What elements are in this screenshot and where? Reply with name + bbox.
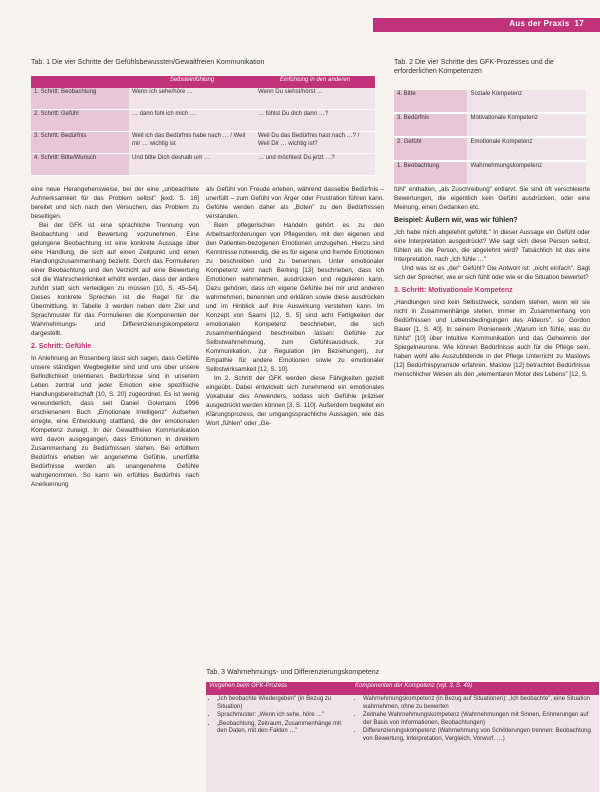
column-1 [31, 185, 199, 489]
table-cell: Weil ich das Bedürfnis habe nach … / Weil mir … wichtig ist [129, 132, 255, 154]
table1-header-cell [31, 76, 129, 88]
paragraph: fühl" enthalten, „als Zuschreibung" entlarvt. Sie sind oft verschleierte Bewertungen, die eigentlich kein Gefühl ausdrücken, oder eine Meinung, einen Gedanken etc. [394, 186, 590, 211]
table-cell: Weil Du das Bedürfnis hast nach …? / Weil Dir … wichtig ist? [255, 132, 375, 154]
table-cell [352, 695, 599, 792]
table-row [31, 132, 375, 154]
table1 [31, 76, 375, 176]
table-row [394, 137, 586, 161]
table2 [394, 90, 586, 186]
table-row [394, 113, 586, 137]
table-cell: 4. Bitte [394, 90, 467, 113]
paragraph: Und was ist es „der" Gefühl? Die Antwort ist: „nicht einfach". Sagt sich der Sprecher, wie er sich fühlt oder wie er die Situation bewertet? [394, 265, 590, 281]
table2-caption: Tab. 2 Die vier Schritte des GFK-Prozesses und die erforderlichen Kompetenzen [394, 59, 554, 75]
table-cell: … fühlst Du dich dann …? [255, 110, 375, 132]
table-row [394, 90, 586, 113]
paragraph: In Anlehnung an Rosenberg lässt sich sagen, dass Gefühle unsere ständigen Wegbegleiter sind und uns über unsere Befindlichkeit orientieren. Bedürfnisse sind in unserem Leben zentral und jeder Emotion eine spezifische Handlungsbereitschaft [10, S. 20] zugeordnet. Es ist wenig verwunderlich, dass seit Daniel Golemans 1996 erschienenem Buch „Emotionale Intelligenz" Aufsehen erregte, eine Entwicklung stattfand, die der emotionalen Kompetenz zuneigt. In der Gewaltfreien Kommunikation wird davon ausgegangen, dass Emotionen in direktem Zusammenhang zu Bedürfnissen stehen. Bei erfülltem Bedürfnis erleben wir angenehme Gefühle, unerfüllte Bedürfnisse werden als unangenehme Gefühle wahrgenommen. So kann ein erfülltes Bedürfnis nach Anerkennung [31, 355, 199, 488]
list-item: • „Beobachtung, Zeitraum, Zusammenhänge mit den Daten, mit den Fakten …" [217, 721, 349, 736]
table3-caption: Tab. 3 Wahrnehmungs- und Differenzierungskompetenz [206, 669, 380, 676]
paragraph: als Gefühl von Freude erleben, während dasselbe Bedürfnis – unerfüllt – zum Gefühl von Ärger oder Frustration führen kann. Gefühle werden daher als „Boten" zu den Bedürfnissen verstanden. [206, 186, 384, 220]
table-row [31, 88, 375, 110]
table-cell: … und möchtest Du jetzt …? [255, 154, 375, 176]
table-cell: Soziale Kompetenz [467, 90, 586, 113]
table-row [206, 695, 599, 792]
table-cell: 1. Schritt: Beobachtung [31, 88, 129, 110]
table1-caption: Tab. 1 Die vier Schritte der Gefühlsbewussten/Gewaltfreien Kommunikation [31, 59, 265, 66]
header-band [373, 18, 600, 32]
table1-header-cell: Einfühlung in den anderen [255, 76, 375, 88]
table3 [206, 682, 599, 792]
table3-header-cell: Komponenten der Kompetenz (vgl. 3, S. 49) [352, 682, 599, 695]
paragraph: „Handlungen sind kein Selbstzweck, sondern stehen, wenn wir sie nicht in Zusammenhänge stellen, immer im Zusammenhang von Bedürfnissen und Lebensbedingungen des Akteurs", so Gordon Bauer [1, S. 40]. In seinem Pionierwerk „Warum ich fühle, was du fühlst" [10] über Intuitive Kommunikation und das Geheimnis der Spiegelneurone. Wie können Bedürfnisse auch für die Pflege sein, haben wohl alle Auszubildende in der Pflege Unterricht zu Maslows [12] Bedürfnispyramide erfahren. Maslow [12] betrachtet Bedürfnisse menschlicher Wesen als den „elementaren Motor des Lebens" [12, S. [394, 299, 590, 378]
paragraph: Im 2. Schritt der GFK werden diese Fähigkeiten gezielt eingeübt. Dabei entwickelt sich zunehmend ein emotionales Vokabular des Anwenders, sodass sich Gefühle präziser ausgedrückt werden können [3, S. 110]. Außerdem begleitet ein Klärungsprozess, der umgangssprachliche Aussagen, wie das Wort „fühlen" oder „Ge- [206, 375, 384, 427]
table-cell: Wenn ich sehe/höre … [129, 88, 255, 110]
table-cell: 3. Bedürfnis [394, 113, 467, 137]
section-heading: 3. Schritt: Motivationale Kompetenz [394, 287, 513, 294]
table3-header-cell: Vorgehen beim GFK-Prozess [206, 682, 352, 695]
column-3 [394, 185, 590, 379]
table-cell: 1. Beobachtung [394, 161, 467, 185]
header-label [509, 19, 584, 28]
paragraph: Bei der GFK ist eine sprachliche Trennung von Beobachtung und Bewertung vorzunehmen. Eine gelungene Beobachtung ist eine konkrete Aussage über eine Handlung, die sich auf einen Zeitpunkt und einen Handlungszusammenhang bezieht. Durch das Formulieren einer Beobachtung und den Verzicht auf eine Bewertung soll die Wahrscheinlichkeit erhöht werden, dass der andere zuhört statt sich verteidigen zu müssen [10, S. 45–54]. Dieses konkrete Sprechen ist die Regel für die Übermittlung. In Tabelle 3 werden neben dem Ziel und Sprachmuster für das Formulieren die Komponenten der Wahrnehmungs- und Differenzierungskompetenz dargestellt. [31, 222, 199, 337]
header-section: Aus der Praxis [509, 19, 570, 28]
list-item: • Zeitnahe Wahrnehmungskompetenz (Wahrnehmungen mit Sinnen, Erinnerungen auf der Basis von Informationen, Beobachtungen) [363, 712, 596, 727]
table-cell: 3. Schritt: Bedürfnis [31, 132, 129, 154]
table-cell: Wenn Du siehst/hörst … [255, 88, 375, 110]
page-number: 17 [574, 19, 584, 28]
table-row [394, 161, 586, 185]
table-row [31, 110, 375, 132]
table-cell: … dann fühl ich mich … [129, 110, 255, 132]
table-row [31, 154, 375, 176]
table-cell: 2. Schritt: Gefühl [31, 110, 129, 132]
table-cell: Wahrnehmungskompetenz [467, 161, 586, 185]
section-heading: 2. Schritt: Gefühle [31, 343, 92, 350]
table-cell [206, 695, 352, 792]
column-2 [206, 185, 384, 428]
paragraph: „Ich habe mich abgelehnt gefühlt." In dieser Aussage ein Gefühl oder eine Interpretation ausgedrückt? Wie sagt sich diese Person selbst, fühlen als die Person, die abgelehnt wird? Tatsächlich ist das eine Interpretation, nach „Ich fühle …" [394, 229, 590, 263]
list-item: • „Ich beobachte Wiedergeben" (in Bezug zu Situation) [217, 696, 349, 711]
table-cell: Und bitte Dich deshalb um … [129, 154, 255, 176]
example-heading: Beispiel: Äußern wir, was wir fühlen? [394, 217, 518, 224]
table-cell: Emotionale Kompetenz [467, 137, 586, 161]
table-cell: 4. Schritt: Bitte/Wunsch [31, 154, 129, 176]
list-item: • Wahrnehmungskompetenz (in Bezug auf Situationen): „Ich beobachte", eine Situation wahrnehmen, ohne zu bewerten [363, 696, 596, 711]
list-item: • Sprachmuster: „Wenn ich sehe, höre …" [217, 712, 349, 720]
paragraph: Beim pflegerischen Handeln gehört es zu den Arbeitsanforderungen von Pflegenden, mit den eigenen und den Patienten-bezogenen Emotionen umzugehen. Hierzu sind Kenntnisse notwendig, die es für eigene und fremde Emotionen zu beschreiben und zu benennen. Unter emotionaler Kompetenz wird nach Berking [13] beschrieben, dass ich Emotionen wahrnehmen, ausdrücken und regulieren kann. Dazu gehören, dass ich eigene Gefühle bei mir und anderen wahrnehmen, benennen und erklären sowie diese ausdrücken und im Hinblick auf ihre Auswirkung verstehen kann. Im Konzept von Saarni [12, S. 5] sind acht Fertigkeiten der emotionalen Kompetenz beschrieben, die sich zusammenhängend beschreiben lassen: Gefühle zur Selbstwahrnehmung, zum Gefühlsausdruck, zur Kommunikation, zur Regulation (im Beziehungen), zur Empathie für andere Emotionen sowie zu emotionaler Selbstwirksamkeit [12, S. 10]. [206, 222, 384, 373]
table1-header-cell: Selbsteinfühlung [129, 76, 255, 88]
table3-header-row [206, 682, 599, 695]
table-cell: Motivationale Kompetenz [467, 113, 586, 137]
paragraph: eine neue Herangehensweise, bei der eine „unbeachtete Aufmerksamkeit für das Problem selbst" [exd. S. 16] bereitet und sich nach den Versuchen, das Problem zu beseitigen. [31, 186, 199, 220]
table1-header-row [31, 76, 375, 88]
list-item: • Differenzierungskompetenz (Wahrnehmung von Schilderungen trennen: Beobachtung von Bewertung, Interpretation, Vergleich, Vorwurf, …) [363, 728, 596, 743]
table-cell: 2. Gefühl [394, 137, 467, 161]
